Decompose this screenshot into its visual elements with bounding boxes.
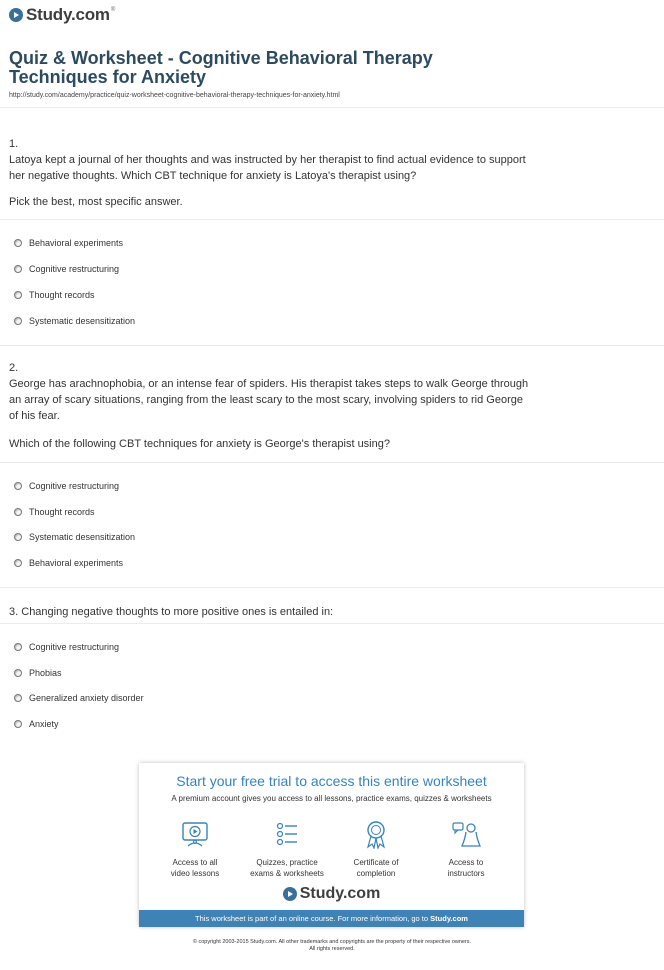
answer-label: Behavioral experiments bbox=[29, 238, 124, 248]
answer-label: Thought records bbox=[29, 507, 95, 517]
answer-option[interactable] bbox=[14, 718, 59, 730]
instructor-chat-icon bbox=[451, 819, 481, 849]
feature-quizzes bbox=[242, 819, 332, 879]
divider bbox=[0, 219, 664, 220]
question-3-number: 3. bbox=[9, 606, 19, 618]
rights-line: All rights reserved. bbox=[309, 946, 355, 952]
copyright-footer bbox=[0, 939, 664, 953]
question-2-instruction: Which of the following CBT techniques for anxiety is George's therapist using? bbox=[9, 438, 390, 450]
radio-button[interactable] bbox=[14, 291, 22, 299]
answer-option[interactable] bbox=[14, 480, 119, 492]
play-icon bbox=[283, 887, 297, 901]
feature-certificate bbox=[331, 819, 421, 879]
answer-option[interactable] bbox=[14, 692, 144, 704]
promo-subheading: A premium account gives you access to all lessons, practice exams, quizzes & worksheets bbox=[171, 794, 492, 803]
free-trial-promo[interactable] bbox=[139, 763, 524, 927]
feature-label: completion bbox=[356, 869, 396, 878]
radio-button[interactable] bbox=[14, 482, 22, 490]
question-2-text: George has arachnophobia, or an intense fear of spiders. His therapist takes steps to walk George through an array of scary situations, ranging from the least scary to the most scary, involving spiders to rid George of his fear. bbox=[9, 378, 529, 422]
page-title: Quiz & Worksheet - Cognitive Behavioral Therapy Techniques for Anxiety bbox=[9, 48, 433, 87]
answer-option[interactable] bbox=[14, 557, 123, 569]
divider bbox=[0, 462, 664, 463]
answer-label: Cognitive restructuring bbox=[29, 264, 120, 274]
question-3 bbox=[9, 604, 529, 620]
radio-button[interactable] bbox=[14, 533, 22, 541]
answer-label: Phobias bbox=[29, 668, 62, 678]
radio-button[interactable] bbox=[14, 508, 22, 516]
logo-text: Study.com bbox=[26, 5, 110, 24]
question-3-text: Changing negative thoughts to more positive ones is entailed in: bbox=[21, 606, 334, 618]
logo-text: Study.com bbox=[299, 885, 381, 902]
copyright-line: © copyright 2003-2015 Study.com. All other trademarks and copyrights are the property of their respective owners. bbox=[192, 939, 472, 945]
quiz-list-icon bbox=[272, 819, 302, 849]
divider bbox=[0, 345, 664, 346]
feature-label: Access to all bbox=[172, 858, 218, 867]
feature-label: instructors bbox=[447, 869, 485, 878]
divider bbox=[0, 587, 664, 588]
question-1-instruction: Pick the best, most specific answer. bbox=[9, 196, 183, 208]
question-1-number: 1. bbox=[9, 138, 19, 150]
radio-button[interactable] bbox=[14, 643, 22, 651]
radio-button[interactable] bbox=[14, 317, 22, 325]
feature-label: video lessons bbox=[170, 869, 220, 878]
page-url: http://study.com/academy/practice/quiz-worksheet-cognitive-behavioral-therapy-techniques-for-anxiety.html bbox=[9, 92, 340, 99]
feature-label: Access to bbox=[448, 858, 484, 867]
video-lesson-icon bbox=[180, 819, 210, 849]
radio-button[interactable] bbox=[14, 559, 22, 567]
answer-option[interactable] bbox=[14, 667, 62, 679]
answer-label: Thought records bbox=[29, 290, 95, 300]
certificate-ribbon-icon bbox=[361, 819, 391, 849]
radio-button[interactable] bbox=[14, 694, 22, 702]
answer-option[interactable] bbox=[14, 641, 119, 653]
feature-instructors bbox=[421, 819, 511, 879]
promo-bar bbox=[139, 910, 524, 927]
feature-label: Certificate of bbox=[353, 858, 399, 867]
answer-option[interactable] bbox=[14, 237, 123, 249]
answer-option[interactable] bbox=[14, 531, 135, 543]
divider bbox=[0, 107, 664, 108]
play-icon bbox=[9, 8, 23, 22]
radio-button[interactable] bbox=[14, 669, 22, 677]
question-2-number: 2. bbox=[9, 362, 19, 374]
answer-label: Behavioral experiments bbox=[29, 558, 124, 568]
answer-option[interactable] bbox=[14, 506, 95, 518]
radio-button[interactable] bbox=[14, 239, 22, 247]
answer-option[interactable] bbox=[14, 263, 119, 275]
trademark-mark: ® bbox=[110, 7, 116, 13]
study-logo[interactable] bbox=[9, 5, 115, 25]
answer-option[interactable] bbox=[14, 315, 135, 327]
answer-label: Systematic desensitization bbox=[29, 532, 136, 542]
answer-label: Cognitive restructuring bbox=[29, 481, 120, 491]
promo-study-logo[interactable] bbox=[139, 885, 524, 903]
feature-video-lessons bbox=[150, 819, 240, 879]
question-1-text: Latoya kept a journal of her thoughts and was instructed by her therapist to find actual evidence to support her negative thoughts. Which CBT technique for anxiety is Latoya's therapist using? bbox=[9, 154, 526, 182]
divider bbox=[0, 623, 664, 624]
feature-label: exams & worksheets bbox=[250, 869, 324, 878]
promo-heading: Start your free trial to access this entire worksheet bbox=[176, 773, 487, 789]
radio-button[interactable] bbox=[14, 265, 22, 273]
answer-label: Anxiety bbox=[29, 719, 59, 729]
answer-label: Systematic desensitization bbox=[29, 316, 136, 326]
study-link[interactable]: Study.com bbox=[430, 914, 468, 923]
promo-bar-text: This worksheet is part of an online course. For more information, go to bbox=[195, 914, 429, 923]
radio-button[interactable] bbox=[14, 720, 22, 728]
answer-option[interactable] bbox=[14, 289, 95, 301]
feature-label: Quizzes, practice bbox=[256, 858, 318, 867]
answer-label: Generalized anxiety disorder bbox=[29, 693, 144, 703]
answer-label: Cognitive restructuring bbox=[29, 642, 120, 652]
